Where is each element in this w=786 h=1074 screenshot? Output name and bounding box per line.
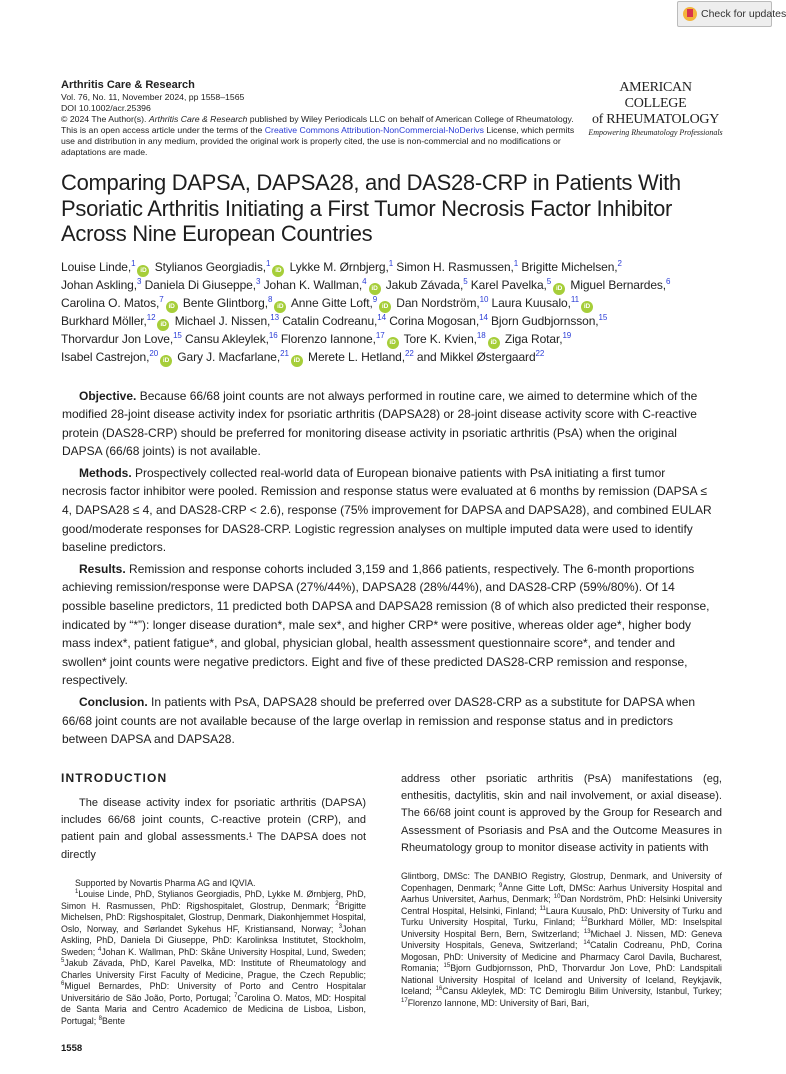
affiliation-text: Burkhard Möller, MD: Inselspital University Hospital Bern, Bern, Switzerland; — [401, 917, 722, 939]
affiliation-text: Miguel Bernardes, PhD: University of Porto and Centro Hospitalar Universitário de São João, Porto, Portugal; — [61, 981, 366, 1003]
abstract-text: Remission and response cohorts included 3,159 and 1,866 patients, respectively. The 6-month proportions achieving remission/response were DAPSA (27%/44%), DAPSA28 (28%/44%), and DAS28-CRP (59%/80%). Of 14 possible baseline predictors, 11 predicted both DAPSA and DAPSA28 remission (8 of which also predicted their response, indicated by “*”): longer disease duration*, male sex*, and higher CRP* were positive, whereas older age*, higher body mass index*, patient fatigue*, and global, physician global, health assessment questionnaire score*, and tender and swollen* joint counts were negative predictors. Eight and five of these predicted DAS28-CRP remission and response, respectively. — [62, 561, 710, 688]
affiliation-text: Jakub Závada, PhD, Karel Pavelka, MD: Institute of Rheumatology and Charles University First Faculty of Medicine, Prague, the Czech Republic; — [61, 958, 366, 980]
author-affiliation: 13 — [270, 312, 279, 322]
author-name: Karel Pavelka, — [470, 277, 547, 292]
copyright — [61, 114, 576, 125]
affiliation-number: 11 — [539, 905, 546, 912]
support-note: Supported by Novartis Pharma AG and IQVIA. — [75, 877, 256, 888]
author-line — [61, 295, 723, 313]
author-affiliation: 15 — [598, 312, 608, 322]
author-affiliation: 6 — [666, 276, 671, 286]
author-name: and Mikkel Østergaard — [416, 349, 536, 364]
affiliation-number: 15 — [443, 963, 451, 970]
author-affiliation: 10 — [479, 294, 489, 304]
author-affiliation: 5 — [463, 276, 468, 286]
author-affiliation: 22 — [404, 348, 414, 358]
orcid-icon[interactable]: iD — [581, 301, 593, 313]
license-text: This is an open access article under the terms of the — [61, 125, 265, 135]
affiliation-number: 7 — [233, 993, 238, 1000]
author-affiliation: 8 — [267, 294, 273, 304]
author-name: Catalin Codreanu, — [282, 313, 378, 328]
orcid-icon[interactable]: iD — [160, 355, 172, 367]
affiliation-text: Dan Nordström, PhD: Helsinki University Central Hospital, Helsinki, Finland; — [401, 894, 722, 916]
author-name: Stylianos Georgiadis, — [154, 259, 266, 274]
author-name: Bente Glintborg, — [182, 295, 268, 310]
orcid-icon[interactable]: iD — [379, 301, 391, 313]
orcid-icon[interactable]: iD — [291, 355, 303, 367]
abstract-label: Results. — [79, 561, 126, 576]
affiliation-number: 3 — [338, 924, 343, 931]
license-link[interactable]: Creative Commons Attribution-NonCommercial-NoDerivs — [264, 125, 484, 135]
intro-left-column: The disease activity index for psoriatic arthritis (DAPSA) includes 66/68 joint counts, C-reactive protein (CRP), and patient pain and global assessments.¹ The DAPSA does not directly — [61, 796, 366, 861]
author-name: Tore K. Kvien, — [403, 331, 477, 346]
orcid-icon[interactable]: iD — [488, 337, 500, 349]
abstract-text: In patients with PsA, DAPSA28 should be preferred over DAS28-CRP as a substitute for DAPSA when 66/68 joint counts are not available because of the large overlap in remission and response status and in predictors between DAPSA and DAPSA28. — [62, 695, 696, 747]
check-for-updates-button[interactable] — [677, 1, 786, 27]
author-affiliation: 1 — [513, 258, 519, 268]
abstract-section — [62, 464, 713, 557]
author-name: Cansu Akleylek, — [185, 331, 269, 346]
affiliation-text: Laura Kuusalo, PhD: University of Turku and Turku University Hospital, Turku, Finland; — [401, 905, 722, 928]
affiliation-text: Louise Linde, PhD, Stylianos Georgiadis, PhD, Lykke M. Ørnbjerg, PhD, Simon H. Rasmussen, PhD: Rigshospitalet, Glostrup, Denmark; — [61, 889, 366, 911]
check-for-updates-label: Check for updates — [701, 8, 786, 20]
author-affiliation: 1 — [131, 258, 136, 268]
affiliation-text: Glintborg, DMSc: The DANBIO Registry, Glostrup, Denmark, and University of Copenhagen, Denmark; — [401, 871, 722, 893]
author-name: Louise Linde, — [61, 259, 132, 274]
abstract-section — [62, 560, 713, 690]
journal-header — [61, 80, 576, 158]
affiliation-number: 1 — [75, 889, 79, 896]
affiliation-text: Johan Askling, PhD, Daniela Di Giuseppe, PhD: Karolinksa Institutet, Stockholm, Sweden; — [61, 923, 366, 957]
logo-line-2: of RHEUMATOLOGY — [591, 112, 720, 127]
affiliation-number: 10 — [553, 894, 561, 901]
author-name: Thorvardur Jon Love, — [61, 331, 174, 346]
author-affiliation: 4 — [362, 276, 367, 286]
affiliation-number: 14 — [583, 940, 591, 947]
license — [61, 125, 576, 158]
author-name: Ziga Rotar, — [504, 331, 563, 346]
affiliation-number: 12 — [580, 917, 588, 924]
author-affiliation: 3 — [256, 276, 261, 286]
left-column — [61, 771, 366, 1028]
author-name: Merete L. Hetland, — [308, 349, 405, 364]
author-affiliation: 15 — [173, 330, 182, 340]
author-affiliation: 19 — [562, 330, 572, 340]
abstract-label: Methods. — [79, 465, 132, 480]
affiliation-number: 4 — [98, 947, 102, 954]
volume-info: Vol. 76, No. 11, November 2024, pp 1558–1565 — [61, 92, 245, 102]
copyright-journal: Arthritis Care & Research — [148, 114, 248, 124]
affiliation-number: 9 — [498, 882, 503, 889]
affiliation-number: 13 — [583, 928, 591, 935]
abstract-text: Prospectively collected real-world data of European bionaive patients with PsA initiating a first tumor necrosis factor inhibitor were pooled. Remission and response status were evaluated at 6 months by remission (DAPSA ≤ 4, DAPSA28 ≤ 4, and DAS28-CRP < 2.6), response (75% improvement for DAPSA and DAPSA28), and combined EULAR good/moderate responses for DAS28-CRP. Logistic regression analyses on multiple imputed data were used to identify baseline predictors. — [62, 465, 712, 555]
orcid-icon[interactable]: iD — [272, 265, 284, 277]
author-affiliation: 1 — [388, 258, 394, 268]
author-name: Johan Askling, — [61, 277, 137, 292]
author-name: Carolina O. Matos, — [61, 295, 160, 310]
affiliations-left — [61, 889, 366, 1027]
affiliation-text: Bente — [102, 1015, 125, 1026]
masthead — [61, 80, 723, 158]
author-affiliation: 18 — [476, 330, 486, 340]
right-column — [401, 771, 722, 1009]
abstract-text: Because 66/68 joint counts are not always performed in routine care, we aimed to determine which of the modified 28-joint disease activity index for psoriatic arthritis (DAPSA28) or 28-joint disease activity score with C-reactive protein (DAS28-CRP) should be preferred for monitoring disease activity in psoriatic arthritis (PsA) when the original DAPSA (66/68 joints) is not available. — [62, 388, 698, 459]
orcid-icon[interactable]: iD — [274, 301, 286, 313]
author-line — [61, 331, 723, 349]
affiliation-text: Brigitte Michelsen, PhD: Rigshospitalet, Glostrup, Denmark, Diakonhjemmet Hospital, Oslo, Norway, and Sørlandet Sykehus HF, Kristiansand, Norway; — [61, 900, 366, 934]
acr-logo — [588, 80, 723, 138]
orcid-icon[interactable]: iD — [369, 283, 381, 295]
author-affiliation: 17 — [375, 330, 385, 340]
author-affiliation: 3 — [137, 276, 142, 286]
affiliation-text: Cansu Akleylek, MD: TC Demiroglu Bilim University, Istanbul, Turkey; — [442, 986, 722, 997]
orcid-icon[interactable]: iD — [166, 301, 178, 313]
affiliation-text: Johan K. Wallman, PhD: Skåne University Hospital, Lund, Sweden; — [101, 946, 366, 957]
author-affiliation: 9 — [372, 294, 378, 304]
affiliation-number: 6 — [61, 981, 65, 988]
author-affiliation: 11 — [570, 294, 579, 304]
author-name: Corina Mogosan, — [389, 313, 480, 328]
affiliation-number: 8 — [98, 1016, 102, 1023]
affiliation-text: Bjorn Gudbjornsson, PhD, Thorvardur Jon Love, PhD: Landspitali National University Hospital of Iceland and University of Iceland, Reykjavik, Iceland; — [401, 963, 722, 997]
orcid-icon[interactable]: iD — [387, 337, 399, 349]
logo-tagline: Empowering Rheumatology Professionals — [588, 128, 723, 137]
author-affiliation: 1 — [265, 258, 271, 268]
affiliation-number: 2 — [335, 901, 339, 908]
journal-name: Arthritis Care & Research — [61, 79, 195, 91]
author-name: Johan K. Wallman, — [263, 277, 363, 292]
author-name: Simon H. Rasmussen, — [396, 259, 514, 274]
abstract-label: Conclusion. — [79, 695, 148, 709]
abstract-label: Objective. — [79, 388, 137, 403]
affiliation-number: 5 — [61, 958, 65, 965]
author-name: Dan Nordström, — [396, 295, 480, 310]
affiliation-text: Anne Gitte Loft, DMSc: Aarhus University Hospital and Aarhus Universitet, Aarhus, Denmark; — [401, 882, 722, 905]
article-body — [61, 771, 723, 1028]
abstract-section — [62, 693, 713, 749]
intro-right-column: address other psoriatic arthritis (PsA) manifestations (eg, enthesitis, dactylitis, skin and nail involvement, or axial disease). The 66/68 joint count is approved by the Group for Research and Assessment of Psoriasis and PsA and the Outcome Measures in Rheumatology group to monitor disease activity in patients with — [401, 772, 722, 854]
author-name: Burkhard Möller, — [61, 313, 147, 328]
author-affiliation: 2 — [617, 258, 622, 268]
footnotes-left — [61, 878, 366, 1028]
author-list — [61, 259, 723, 367]
author-line — [61, 277, 723, 295]
affiliation-text: Catalin Codreanu, PhD, Corina Mogosan, PhD: University of Medicine and Pharmacy Carol Davila, Bucharest, Romania; — [401, 940, 722, 974]
author-name: Laura Kuusalo, — [491, 295, 571, 310]
author-name: Lykke M. Ørnbjerg, — [289, 259, 389, 274]
introduction-heading: INTRODUCTION — [61, 770, 168, 785]
author-name: Bjorn Gudbjornsson, — [491, 313, 599, 328]
author-line — [61, 349, 723, 367]
author-name: Jakub Závada, — [385, 277, 464, 292]
doi: DOI 10.1002/acr.25396 — [61, 103, 151, 113]
author-affiliation: 14 — [377, 312, 386, 322]
logo-line-1: AMERICAN COLLEGE — [619, 80, 692, 111]
orcid-icon[interactable]: iD — [553, 283, 565, 295]
author-line — [61, 313, 723, 331]
affiliation-text: Carolina O. Matos, MD: Hospital de Santa Maria and Centro Academico de Medicina de Lisboa, Lisbon, Portugal; — [61, 992, 366, 1026]
author-name: Miguel Bernardes, — [570, 277, 667, 292]
author-affiliation: 20 — [149, 348, 159, 358]
page-number: 1558 — [61, 1043, 83, 1055]
author-affiliation: 12 — [146, 312, 156, 322]
crossmark-icon — [683, 7, 697, 21]
author-name: Isabel Castrejon, — [61, 349, 150, 364]
author-name: Michael J. Nissen, — [174, 313, 271, 328]
license-text-2: License, which permits use and distribution in any medium, provided the original work is properly cited, the use is non-commercial and no modifications or adaptations are made. — [61, 125, 575, 157]
author-affiliation: 14 — [479, 312, 488, 322]
affiliation-number: 17 — [401, 997, 408, 1004]
orcid-icon[interactable]: iD — [137, 265, 149, 277]
affiliation-text: Florenzo Iannone, MD: University of Bari, Bari, — [407, 997, 590, 1008]
copyright-text: © 2024 The Author(s). — [61, 114, 149, 124]
author-name: Daniela Di Giuseppe, — [144, 277, 256, 292]
article-title: Comparing DAPSA, DAPSA28, and DAS28-CRP in Patients With Psoriatic Arthritis Initiating a First Tumor Necrosis Factor Inhibitor Across Nine European Countries — [61, 170, 681, 246]
affiliations-right — [401, 871, 722, 1009]
affiliation-text: Michael J. Nissen, MD: Geneva University Hospitals, Geneva, Switzerland; — [401, 928, 722, 951]
author-affiliation: 5 — [546, 276, 552, 286]
author-name: Anne Gitte Loft, — [290, 295, 373, 310]
abstract — [62, 387, 713, 749]
author-affiliation: 22 — [535, 348, 545, 358]
author-name: Brigitte Michelsen, — [521, 259, 618, 274]
author-affiliation: 16 — [268, 330, 278, 340]
abstract-section — [62, 387, 713, 461]
affiliation-number: 16 — [435, 986, 443, 993]
author-affiliation: 7 — [159, 294, 164, 304]
author-affiliation: 21 — [280, 348, 289, 358]
author-name: Gary J. Macfarlane, — [177, 349, 281, 364]
copyright-text-2: published by Wiley Periodicals LLC on behalf of American College of Rheumatology. — [247, 114, 574, 124]
author-line — [61, 259, 723, 277]
author-name: Florenzo Iannone, — [280, 331, 376, 346]
orcid-icon[interactable]: iD — [157, 319, 169, 331]
